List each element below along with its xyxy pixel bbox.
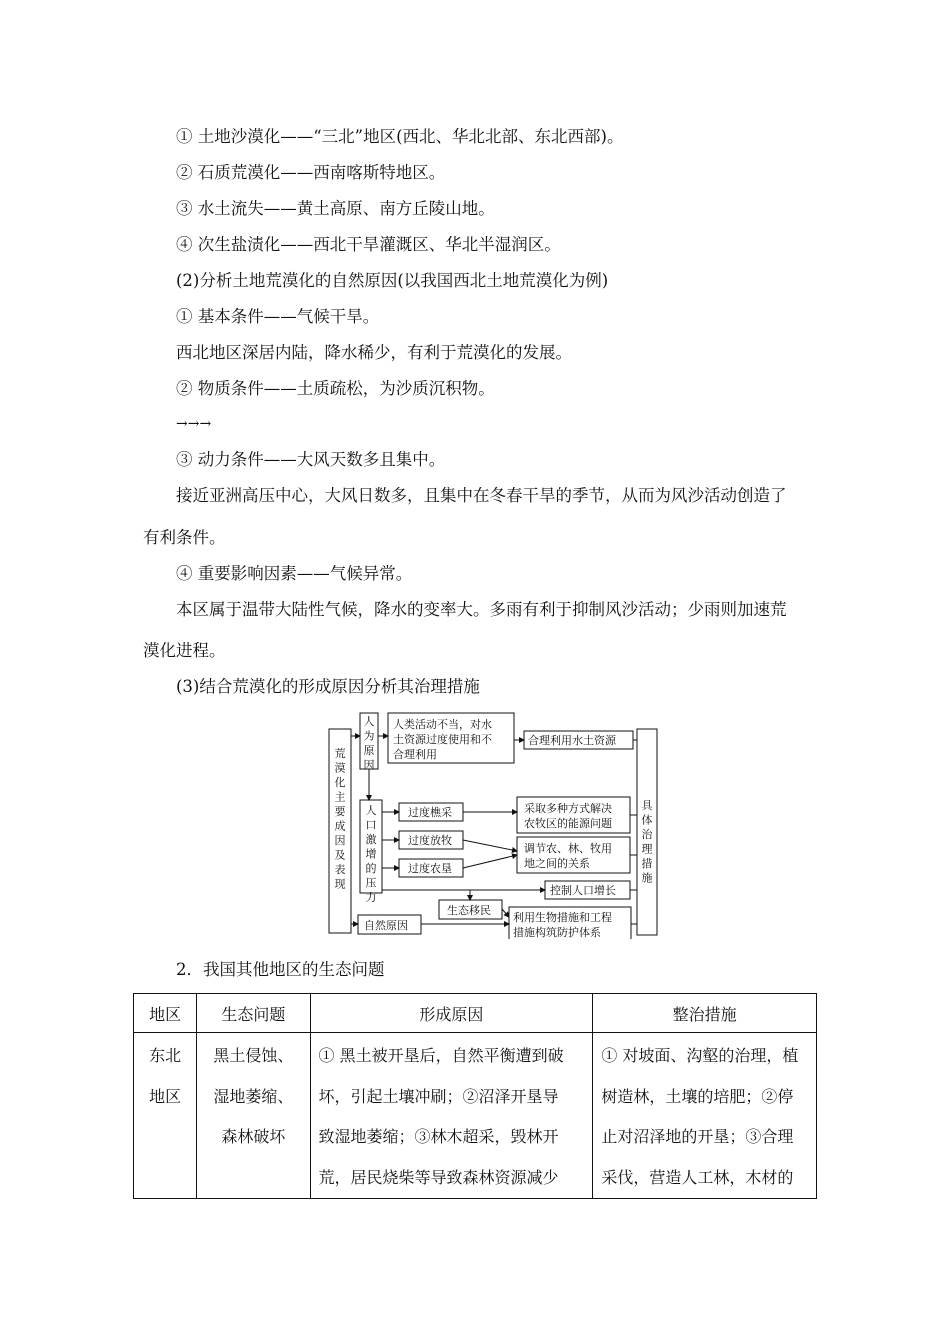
- protection-text-2: 措施构筑防护体系: [513, 926, 601, 939]
- eco-migration-text: 生态移民: [447, 904, 491, 917]
- overgrazing-text: 过度放牧: [408, 834, 452, 847]
- header-cause: 形成原因: [310, 994, 593, 1033]
- header-measure: 整治措施: [593, 994, 817, 1033]
- region-line-2: 地区: [149, 1086, 182, 1106]
- text-line-8: ② 物质条件——土质疏松，为沙质沉积物。: [176, 379, 495, 398]
- overcutting-text: 过度樵采: [408, 806, 452, 819]
- water-soil-text: 合理利用水土资源: [528, 734, 616, 747]
- right-title-text: 具体治理措施: [641, 799, 653, 885]
- cause-line-3: 致湿地萎缩；③林木超采，毁林开: [318, 1127, 559, 1146]
- text-line-3: ③ 水土流失——黄土高原、南方丘陵山地。: [176, 199, 495, 218]
- left-title-text: 荒漠化主要成因及表现: [334, 747, 346, 891]
- measure-line-2: 树造林，土壤的培肥；②停: [601, 1086, 794, 1106]
- cell-cause: [310, 1033, 593, 1199]
- cell-problem: [197, 1033, 310, 1199]
- text-line-13: 本区属于温带大陆性气候，降水的变率大。多雨有利于抑制风沙活动；少雨则加速荒: [176, 600, 787, 619]
- human-factor-text: 人为原因: [363, 715, 375, 772]
- text-line-4: ④ 次生盐渍化——西北干旱灌溉区、华北半湿润区。: [176, 235, 561, 254]
- text-line-2: ② 石质荒漠化——西南喀斯特地区。: [176, 163, 446, 182]
- energy-text-2: 农牧区的能源问题: [524, 817, 612, 830]
- adjust-text-1: 调节农、林、牧用: [524, 842, 612, 855]
- header-problem: 生态问题: [197, 994, 310, 1033]
- measure-line-1: ① 对坡面、沟壑的治理，植: [601, 1046, 799, 1065]
- section2-title: 2．我国其他地区的生态问题: [176, 960, 385, 979]
- cell-region: [134, 1033, 197, 1199]
- text-line-15: (3)结合荒漠化的形成原因分析其治理措施: [176, 677, 480, 696]
- text-line-6: ① 基本条件——气候干旱。: [176, 307, 380, 326]
- improper-use-text-2: 土资源过度使用和不: [393, 733, 492, 746]
- cause-line-1: ① 黑土被开垦后，自然平衡遭到破: [318, 1046, 564, 1065]
- overcultivation-text: 过度农垦: [408, 862, 452, 875]
- text-line-11: 有利条件。: [143, 528, 226, 547]
- problem-line-3: 森林破坏: [221, 1127, 286, 1146]
- text-line-1: ① 土地沙漠化——“三北”地区(西北、华北北部、东北西部)。: [176, 127, 624, 146]
- improper-use-text-1: 人类活动不当，对水: [393, 718, 492, 731]
- problem-line-2: 湿地萎缩、: [213, 1086, 294, 1106]
- improper-use-text-3: 合理利用: [393, 748, 437, 761]
- region-line-1: 东北: [149, 1046, 182, 1065]
- problem-line-1: 黑土侵蚀、: [213, 1046, 294, 1065]
- arrow-line: →→→: [176, 416, 212, 432]
- cause-line-4: 荒，居民烧柴等导致森林资源减少: [318, 1167, 559, 1187]
- table-header-row: [134, 994, 817, 1033]
- natural-factor-text: 自然原因: [364, 919, 408, 932]
- population-text: 人口激增的压力: [365, 804, 377, 904]
- text-line-12: ④ 重要影响因素——气候异常。: [176, 564, 413, 583]
- text-line-9: ③ 动力条件——大风天数多且集中。: [176, 450, 446, 469]
- text-line-5: (2)分析土地荒漠化的自然原因(以我国西北土地荒漠化为例): [176, 271, 609, 290]
- control-pop-text: 控制人口增长: [550, 884, 616, 897]
- table-row: [134, 1033, 817, 1199]
- measure-line-3: 止对沼泽地的开垦；③合理: [601, 1127, 794, 1146]
- text-line-10: 接近亚洲高压中心，大风日数多，且集中在冬春干旱的季节，从而为风沙活动创造了: [176, 486, 787, 505]
- header-region: 地区: [134, 994, 197, 1033]
- desertification-diagram: [327, 711, 659, 939]
- adjust-text-2: 地之间的关系: [524, 857, 590, 870]
- protection-text-1: 利用生物措施和工程: [513, 911, 612, 924]
- cell-measure: [593, 1033, 817, 1199]
- measure-line-4: 采伐，营造人工林，木材的: [601, 1167, 794, 1187]
- energy-text-1: 采取多种方式解决: [524, 802, 612, 815]
- text-line-14: 漠化进程。: [143, 641, 226, 660]
- text-line-7: 西北地区深居内陆，降水稀少，有利于荒漠化的发展。: [176, 343, 572, 362]
- cause-line-2: 坏，引起土壤冲刷；②沼泽开垦导: [318, 1086, 559, 1106]
- eco-problems-table: [133, 993, 817, 1199]
